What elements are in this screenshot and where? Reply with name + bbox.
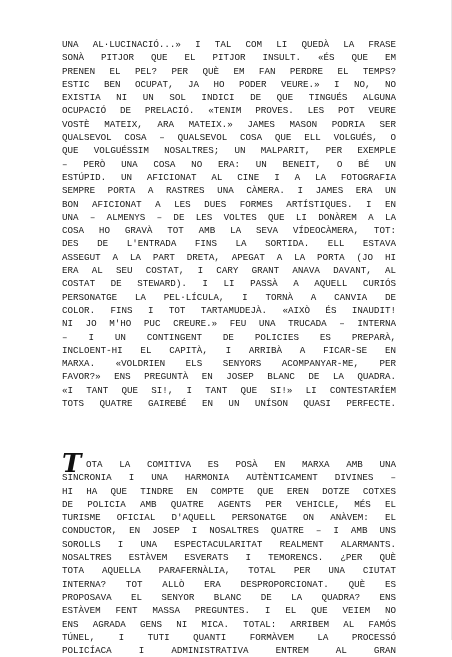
paragraph-1 (62, 38, 396, 410)
text-line: – I UN CONTINGENT DE POLICIES ES PREPARÀ, (62, 331, 396, 343)
text-line: DES DE L'ENTRADA FINS LA SORTIDA. ELL ESTAVA (62, 238, 396, 250)
text-line: – PERÒ UNA COSA NO ERA: UN BENEIT, O BÉ UN (62, 158, 396, 170)
text-line: OTA LA COMITIVA ES POSÀ EN MARXA AMB UNA (86, 459, 396, 470)
text-line: TÚNEL, I TUTI QUANTI FORMÀVEM LA PROCESSÓ (62, 631, 396, 643)
text-line: VOSTÈ MATEIX, ARA MATEIX.» JAMES MASON PODRIA SER (62, 118, 396, 130)
paragraph-2 (62, 458, 396, 657)
text-line: ASSEGUT A LA PART DRETA, APEGAT A LA PORTA (JO HI (62, 251, 396, 263)
text-line: COLOR. FINS I TOT TARTAMUDEJÀ. «AIXÒ ÉS INAUDIT! (62, 304, 396, 316)
text-line: QUALSEVOL COSA – QUALSEVOL COSA QUE ELL VOLGUÉS, O (62, 132, 396, 144)
text-line: ESTÚPID. UN AFICIONAT AL CINE I A LA FOTOGRAFIA (62, 171, 396, 183)
text-line: QUE VOLGUÉSSIM NOSALTRES; UN MALPARIT, PER EXEMPLE (62, 145, 396, 157)
text-line: SEMPRE PORTA A RASTRES UNA CÀMERA. I JAMES ERA UN (62, 185, 396, 197)
text-line: ERA AL SEU COSTAT, I CARY GRANT ANAVA DAVANT, AL (62, 265, 396, 277)
text-line: PROPOSAVA EL SENYOR BLANC DE LA QUADRA? ENS (62, 591, 396, 603)
text-line: SOROLLS I UNA ESPECTACULARITAT REALMENT ALARMANTS. (62, 538, 396, 550)
text-line: PRENEN EL PEL? PER QUÈ EM FAN PERDRE EL TEMPS? (62, 65, 396, 77)
text-line: NI JO M'HO PUC CREURE.» FEU UNA TRUCADA – INTERNA (62, 318, 396, 330)
text-line: EXISTIA NI UN SOL INDICI DE QUE TINGUÉS ALGUNA (62, 92, 396, 104)
text-line: BON AFICIONAT A LES DUES FORMES ARTÍSTIQUES. I EN (62, 198, 396, 210)
text-line: ESTÀVEM FENT MASSA PREGUNTES. I EL QUE VEIEM NO (62, 605, 396, 617)
text-line: DE POLICIA AMB QUATRE AGENTS PER VEHICLE, MÉS EL (62, 498, 396, 510)
text-line: TOTS QUATRE GAIREBÉ EN UN UNÍSON QUASI PERFECTE. (62, 398, 396, 410)
text-line: UNA AL·LUCINACIÓ...» I TAL COM LI QUEDÀ LA FRASE (62, 39, 396, 50)
text-line: COSA HO GRAVÀ TOT AMB LA SEVA VÍDEOCÀMERA, TOT: (62, 225, 396, 237)
drop-cap-letter: T (62, 449, 82, 479)
text-line: NOSALTRES ESTÀVEM ESVERATS I TEMORENCS. ¿PER QUÈ (62, 552, 396, 564)
text-line: CONDUCTOR, EN JOSEP I NOSALTRES QUATRE – I AMB UNS (62, 525, 396, 537)
text-line: HI HA QUE TINDRE EN COMPTE QUE EREN DOTZE COTXES (62, 485, 396, 497)
text-line: SONÀ PITJOR QUE EL PITJOR INSULT. «ÉS QUE EM (62, 52, 396, 64)
text-line: TOTA AQUELLA PARAFERNÀLIA, TOTAL PER UNA CIUTAT (62, 565, 396, 577)
text-line: ENS AGRADA GENS NI MICA. TOTAL: ARRIBEM AL FAMÓS (62, 618, 396, 630)
text-line: OCUPACIÓ DE PRELACIÓ. «TENIM PROVES. LES POT VEURE (62, 105, 396, 117)
text-line: INTERNA? TOT ALLÒ ERA DESPROPORCIONAT. QUÈ ES (62, 578, 396, 590)
text-line: POLICÍACA I ADMINISTRATIVA ENTREM AL GRAN (62, 645, 396, 657)
text-line: SINCRONIA I UNA HARMONIA AUTÈNTICAMENT DIVINES – (62, 472, 396, 484)
text-line: «I TANT QUE SI!, I TANT QUE SI!» LI CONTESTARÍEM (62, 384, 396, 396)
text-line: PERSONATGE LA PEL·LÍCULA, I TORNÀ A CANVIA DE (62, 291, 396, 303)
text-line: UNA – ALMENYS – DE LES VOLTES QUE LI DONÀREM A LA (62, 211, 396, 223)
text-line: FAVOR?» ENS PREGUNTÀ EN JOSEP BLANC DE LA QUADRA. (62, 371, 396, 383)
text-line: ESTIC BEN OCUPAT, JA HO PODER VEURE.» I NO, NO (62, 78, 396, 90)
text-line: COSTAT DE STEWARD). I LI PASSÀ A AQUELL CURIÓS (62, 278, 396, 290)
text-line: TURISME OFICIAL D'AQUELL PERSONATGE ON ANÀVEM: EL (62, 512, 396, 524)
text-line: INCLOENT-HI EL CAPITÀ, I ARRIBÀ A FICAR-SE EN (62, 344, 396, 356)
text-line: MARXA. «VOLDRIEN ELS SENYORS ACOMPANYAR-ME, PER (62, 358, 396, 370)
